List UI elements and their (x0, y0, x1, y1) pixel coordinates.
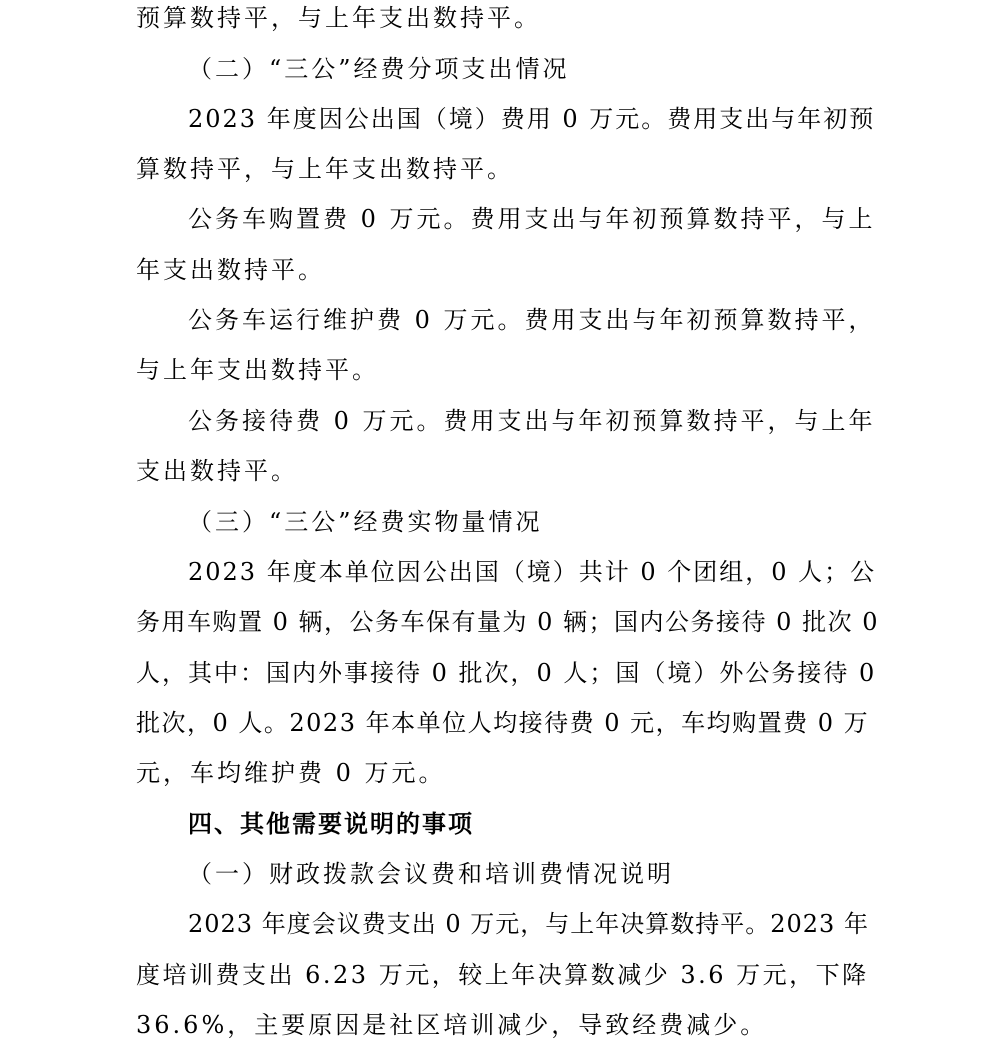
paragraph-line: 年支出数持平。 (136, 256, 325, 284)
paragraph-line: 2023 年度会议费支出 0 万元，与上年决算数持平。2023 年 (188, 910, 869, 938)
paragraph-line: 公务车购置费 0 万元。费用支出与年初预算数持平，与上 (188, 205, 876, 233)
paragraph-line: 元，车均维护费 0 万元。 (136, 759, 446, 787)
paragraph-line: 务用车购置 0 辆，公务车保有量为 0 辆；国内公务接待 0 批次 0 (136, 608, 879, 636)
paragraph-line: 人，其中：国内外事接待 0 批次，0 人；国（境）外公务接待 0 (136, 659, 877, 687)
section-heading: （二）“三公”经费分项支出情况 (188, 55, 570, 83)
section-heading: （一）财政拨款会议费和培训费情况说明 (188, 860, 674, 888)
paragraph-line: 度培训费支出 6.23 万元，较上年决算数减少 3.6 万元，下降 (136, 961, 869, 989)
paragraph-line: 公务车运行维护费 0 万元。费用支出与年初预算数持平， (188, 306, 876, 334)
paragraph-line: 36.6%，主要原因是社区培训减少，导致经费减少。 (136, 1011, 768, 1039)
paragraph-line: 支出数持平。 (136, 457, 298, 485)
chapter-heading: 四、其他需要说明的事项 (188, 810, 474, 838)
paragraph-line: 公务接待费 0 万元。费用支出与年初预算数持平，与上年 (188, 407, 876, 435)
paragraph-line: 2023 年度本单位因公出国（境）共计 0 个团组，0 人；公 (188, 558, 877, 586)
paragraph-line: 算数持平，与上年支出数持平。 (136, 155, 514, 183)
paragraph-line: 预算数持平，与上年支出数持平。 (136, 4, 541, 32)
paragraph-line: 批次，0 人。2023 年本单位人均接待费 0 元，车均购置费 0 万 (136, 709, 870, 737)
paragraph-line: 与上年支出数持平。 (136, 356, 379, 384)
paragraph-line: 2023 年度因公出国（境）费用 0 万元。费用支出与年初预 (188, 105, 876, 133)
section-heading: （三）“三公”经费实物量情况 (188, 508, 543, 536)
